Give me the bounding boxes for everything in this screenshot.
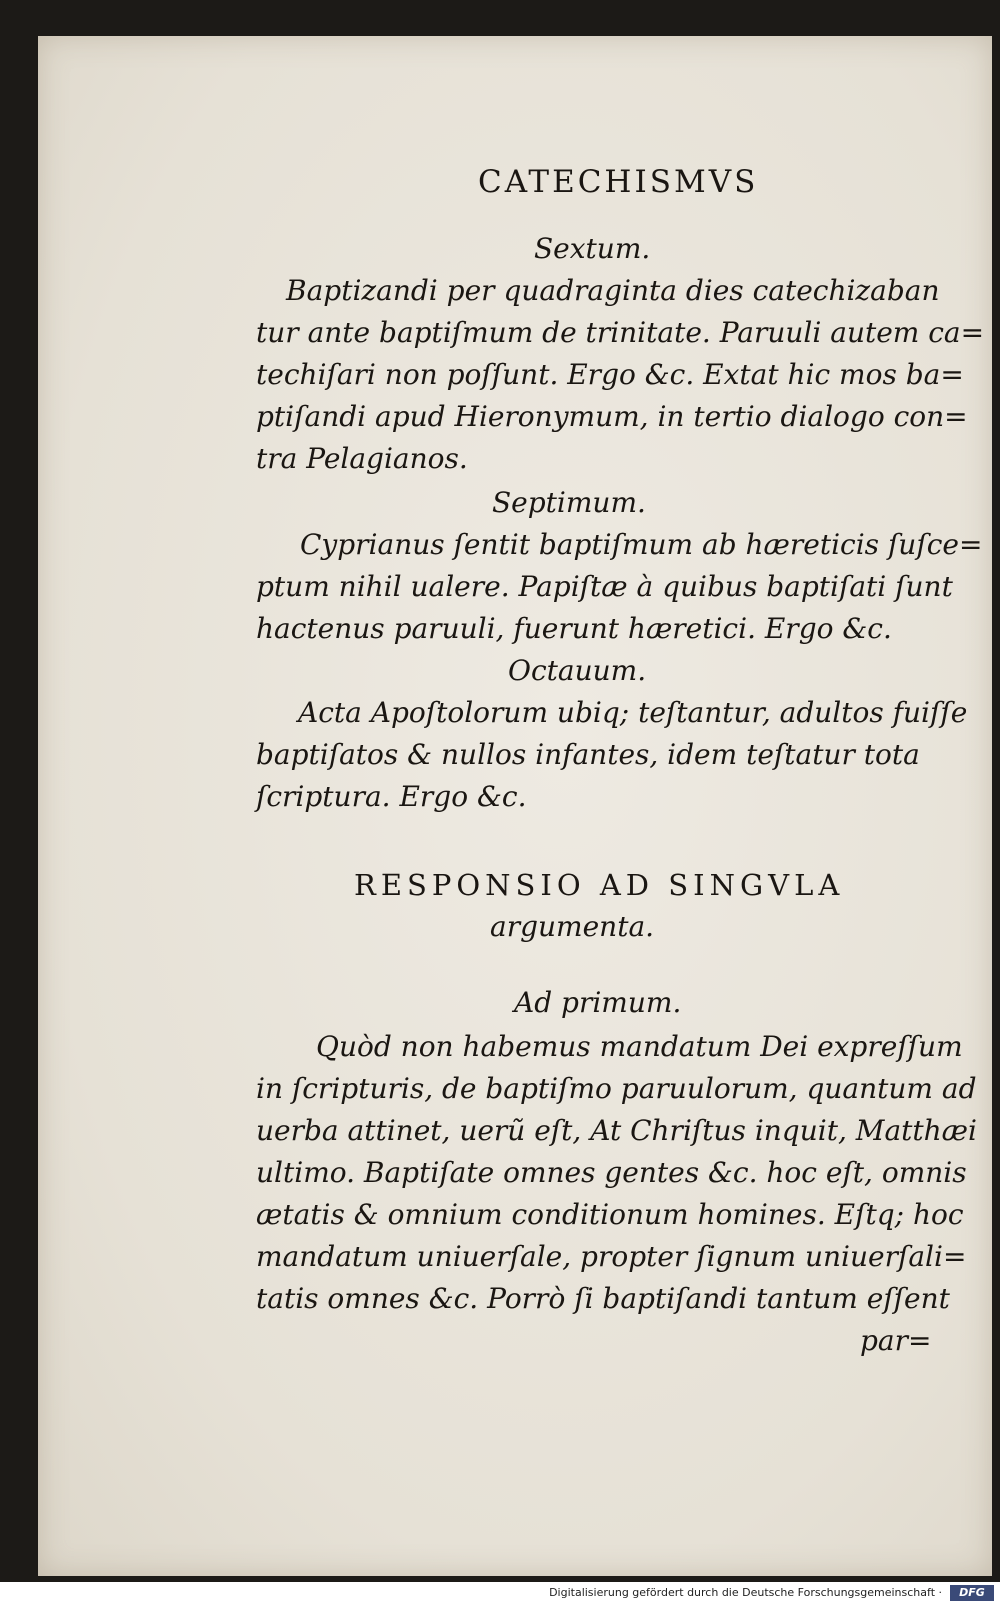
text-line: in ſcripturis, de baptiſmo paruulorum, quantum ad (256, 1072, 977, 1105)
text-line: tra Pelagianos. (256, 442, 468, 475)
text-line: Cyprianus ſentit baptiſmum ab hæreticis ſuſce= (300, 528, 983, 561)
digitization-footer (0, 1582, 1000, 1604)
section-title-octauum: Octauum. (508, 654, 647, 687)
funding-credit: Digitalisierung gefördert durch die Deutsche Forschungsgemeinschaft · (549, 1586, 942, 1599)
book-page (38, 36, 992, 1576)
section-title-septimum: Septimum. (492, 486, 646, 519)
response-heading: RESPONSIO AD SINGVLA (354, 868, 845, 902)
answer-title: Ad primum. (514, 986, 682, 1019)
text-line: Quòd non habemus mandatum Dei expreſſum (316, 1030, 963, 1063)
text-line: Acta Apoſtolorum ubiq; teſtantur, adultos fuiſſe (298, 696, 968, 729)
text-line: tur ante baptiſmum de trinitate. Paruuli autem ca= (256, 316, 985, 349)
text-line: mandatum uniuerſale, propter ſignum uniuerſali= (256, 1240, 967, 1273)
text-line: ptiſandi apud Hieronymum, in tertio dialogo con= (256, 400, 968, 433)
text-line: ſcriptura. Ergo &c. (256, 780, 527, 813)
text-line: uerba attinet, uerũ eſt, At Chriſtus inquit, Matthæi (256, 1114, 977, 1147)
text-line: ætatis & omnium conditionum homines. Eſtq; hoc (256, 1198, 964, 1231)
response-subheading: argumenta. (490, 910, 655, 943)
text-line: techiſari non poſſunt. Ergo &c. Extat hic mos ba= (256, 358, 964, 391)
text-line: ultimo. Baptiſate omnes gentes &c. hoc eſt, omnis (256, 1156, 967, 1189)
text-line: Baptizandi per quadraginta dies catechizaban (286, 274, 940, 307)
catchword: par= (860, 1324, 932, 1357)
text-line: tatis omnes &c. Porrò ſi baptiſandi tantum eſſent (256, 1282, 950, 1315)
dfg-logo: DFG (950, 1585, 994, 1601)
text-line: ptum nihil ualere. Papiſtæ à quibus baptiſati ſunt (256, 570, 953, 603)
running-head: CATECHISMVS (478, 164, 759, 200)
text-line: hactenus paruuli, fuerunt hæretici. Ergo &c. (256, 612, 892, 645)
text-line: baptiſatos & nullos infantes, idem teſtatur tota (256, 738, 920, 771)
section-title-sextum: Sextum. (534, 232, 651, 265)
